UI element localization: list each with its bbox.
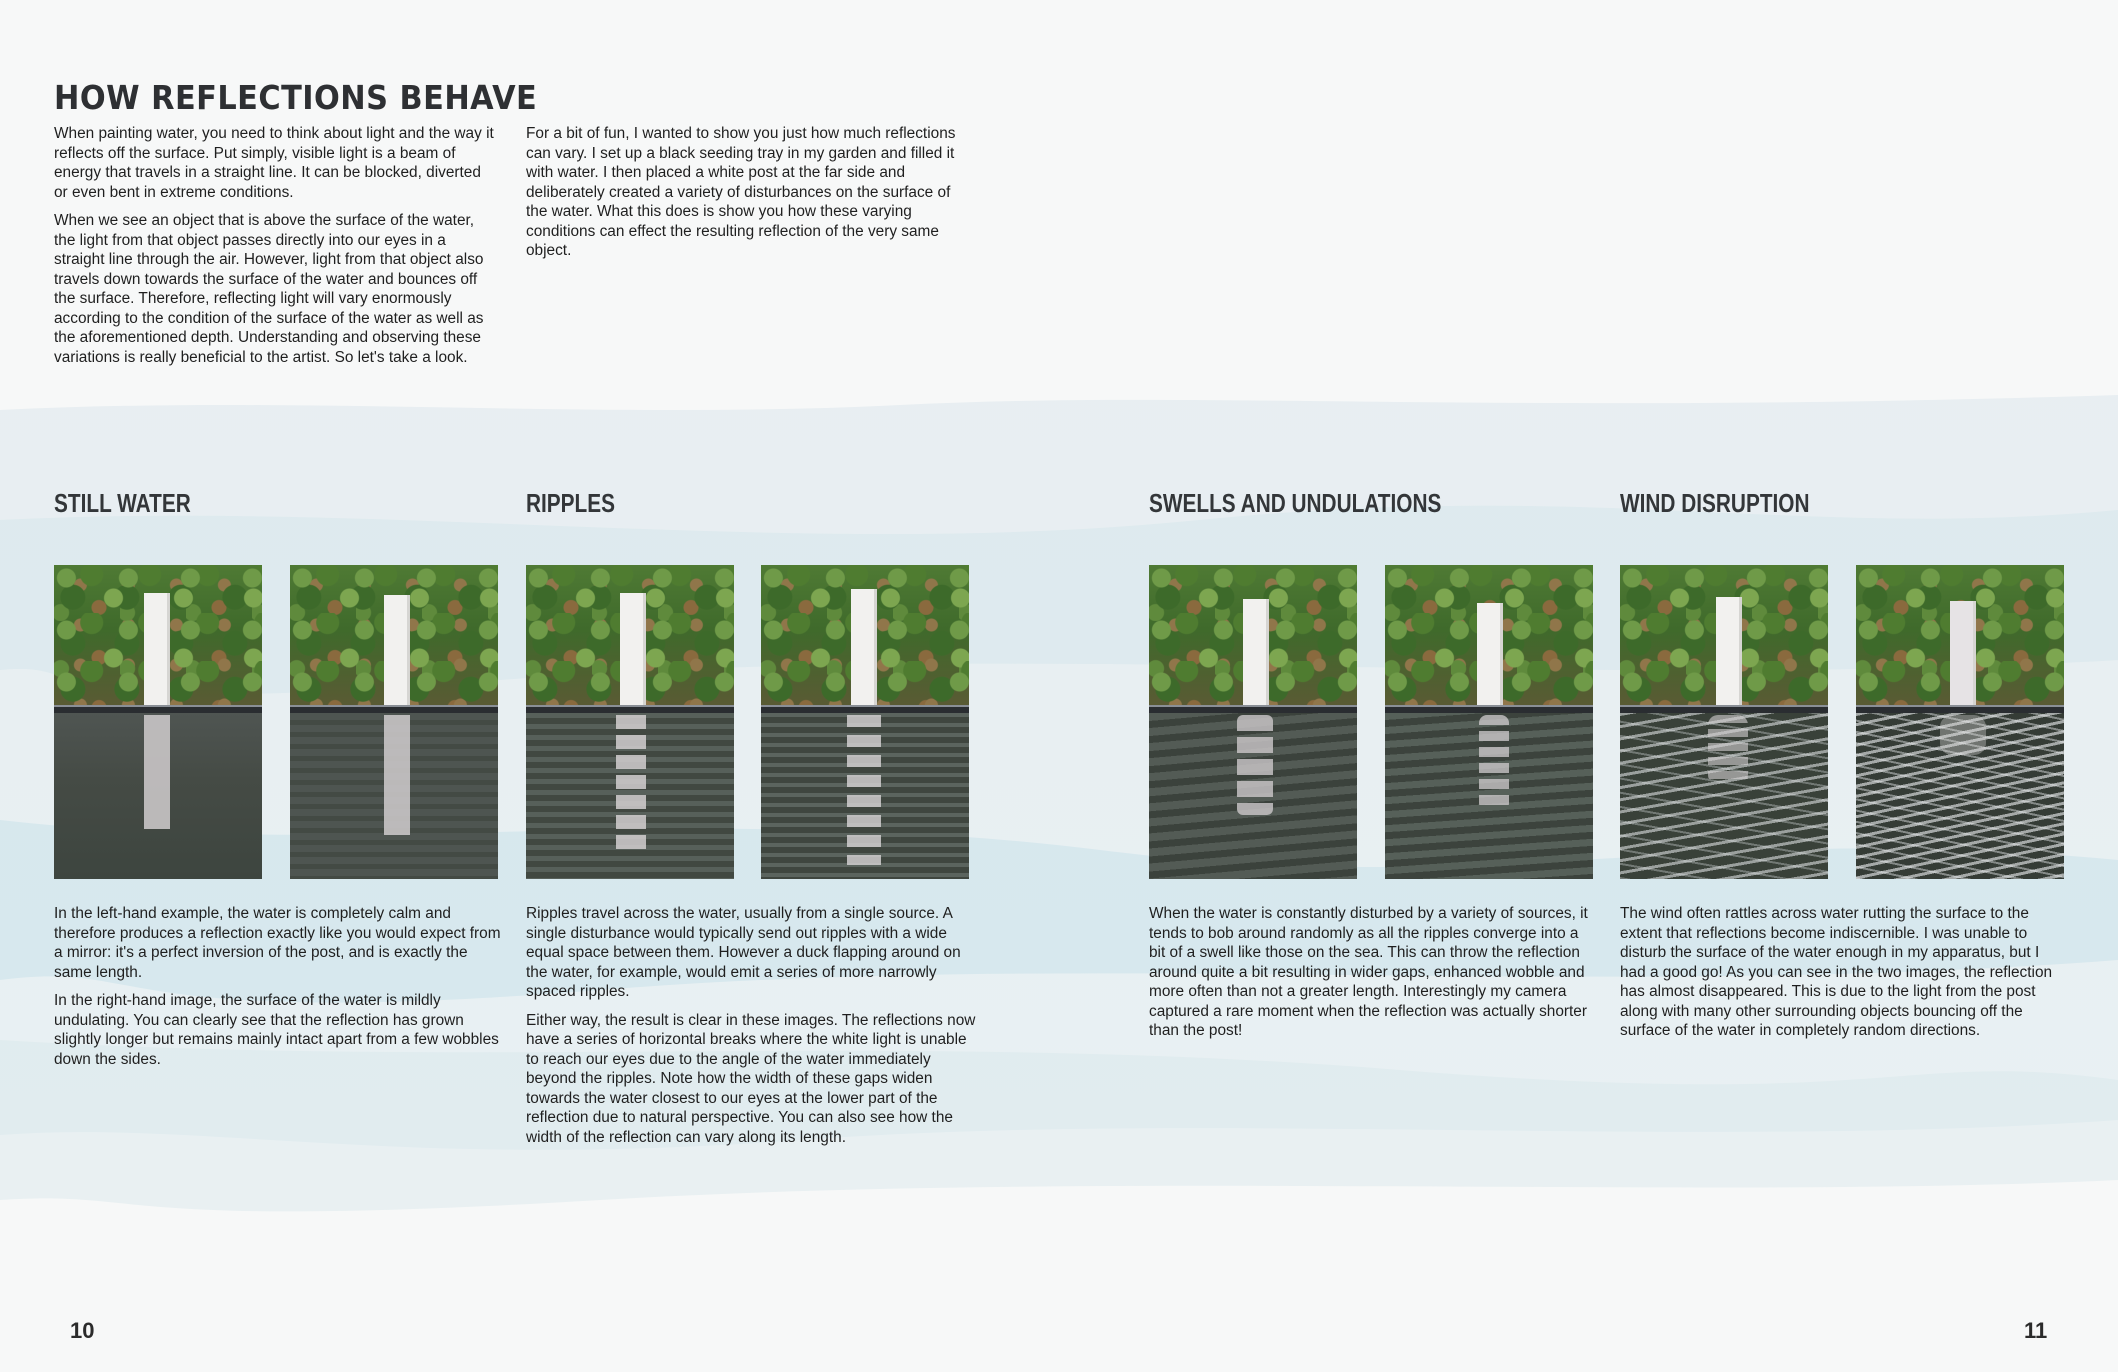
photo-ripples-narrow [761,565,969,879]
caption-paragraph: When the water is constantly disturbed by a variety of sources, it tends to bob around randomly as all the ripples converge into a bit of a swell like those on the sea. This can throw the reflection around quite a bit resulting in wider gaps, enhanced wobble and more often than not a greater length. Interestingly my camera captured a rare moment when the reflection was actually shorter than the post! [1149,905,1588,1039]
caption-ripples [526,904,976,1156]
white-post [1477,603,1503,709]
photo-swells-shorter [1385,565,1593,879]
photo-still-water-undulating [290,565,498,879]
post-reflection [384,715,410,835]
caption-wind [1620,904,2068,1050]
white-post [144,593,170,707]
photo-still-water-calm [54,565,262,879]
caption-paragraph: The wind often rattles across water rutting the surface to the extent that reflections become indiscernible. I was unable to disturb the surface of the water enough in my apparatus, but I had a good go! As you can see in the two images, the reflection has almost disappeared. This is due to the light from the post along with many other surrounding objects bouncing off the surface of the water in completely random directions. [1620,905,2053,1039]
photo-ripples-wide [526,565,734,879]
caption-paragraph: In the right-hand image, the surface of the water is mildly undulating. You can clearly see that the reflection has grown slightly longer but remains mainly intact apart from a few wobbles down the sides. [54,992,499,1068]
intro-paragraph: When we see an object that is above the surface of the water, the light from that object passes directly into our eyes in a straight line through the air. However, light from that object also travels down towards the surface of the water and bounces off the surface. Therefore, reflecting light will vary enormously according to the condition of the surface of the water as well as the aforementioned depth. Understanding and observing these variations is really beneficial to the artist. So let's take a look. [54,212,484,366]
intro-paragraph: For a bit of fun, I wanted to show you just how much reflections can vary. I set up a black seeding tray in my garden and filled it with water. I then placed a white post at the far side and deliberately created a variety of disturbances on the surface of the water. What this does is show you how these varying conditions can effect the resulting reflection of the very same object. [526,125,956,259]
page-title: HOW REFLECTIONS BEHAVE [54,78,538,117]
intro-column-right [526,124,968,270]
caption-paragraph: Either way, the result is clear in these images. The reflections now have a series of horizontal breaks where the white light is unable to reach our eyes due to the angle of the water immediately beyond the ripples. Note how the width of these gaps widen towards the water closest to our eyes at the lower part of the reflection due to natural perspective. You can also see how the width of the reflection can vary along its length. [526,1011,976,1146]
white-post [1716,597,1742,707]
page-number-left: 10 [70,1318,95,1343]
caption-swells [1149,904,1593,1050]
white-post [384,595,410,707]
caption-still-water [54,904,504,1078]
post-reflection [616,715,646,855]
photo-wind-disruption-2 [1856,565,2064,879]
white-post [851,589,877,707]
white-post [1243,599,1269,707]
caption-paragraph: Ripples travel across the water, usually from a single source. A single disturbance would typically send out ripples with a wide equal space between them. However a duck flapping around on the water, for example, would emit a series of more narrowly spaced ripples. [526,905,961,1000]
post-reflection [144,715,170,829]
section-heading-swells: SWELLS AND UNDULATIONS [1149,488,1442,518]
caption-paragraph: In the left-hand example, the water is completely calm and therefore produces a reflection exactly like you would expect from a mirror: it's a perfect inversion of the post, and is exactly the same length. [54,905,501,981]
section-heading-ripples: RIPPLES [526,488,615,518]
post-reflection [1940,715,1986,755]
white-post [1950,601,1976,709]
white-post [620,593,646,705]
post-reflection [1708,715,1748,785]
page-number-right: 11 [2024,1318,2048,1343]
post-reflection [847,715,881,865]
intro-paragraph: When painting water, you need to think about light and the way it reflects off the surface. Put simply, visible light is a beam of energy that travels in a straight line. It can be blocked, diverted or even bent in extreme conditions. [54,125,494,201]
photo-wind-disruption-1 [1620,565,1828,879]
post-reflection [1479,715,1509,811]
section-heading-still-water: STILL WATER [54,488,191,518]
post-reflection [1237,715,1273,815]
section-heading-wind: WIND DISRUPTION [1620,488,1810,518]
intro-column-left [54,124,496,376]
photo-swells-longer [1149,565,1357,879]
